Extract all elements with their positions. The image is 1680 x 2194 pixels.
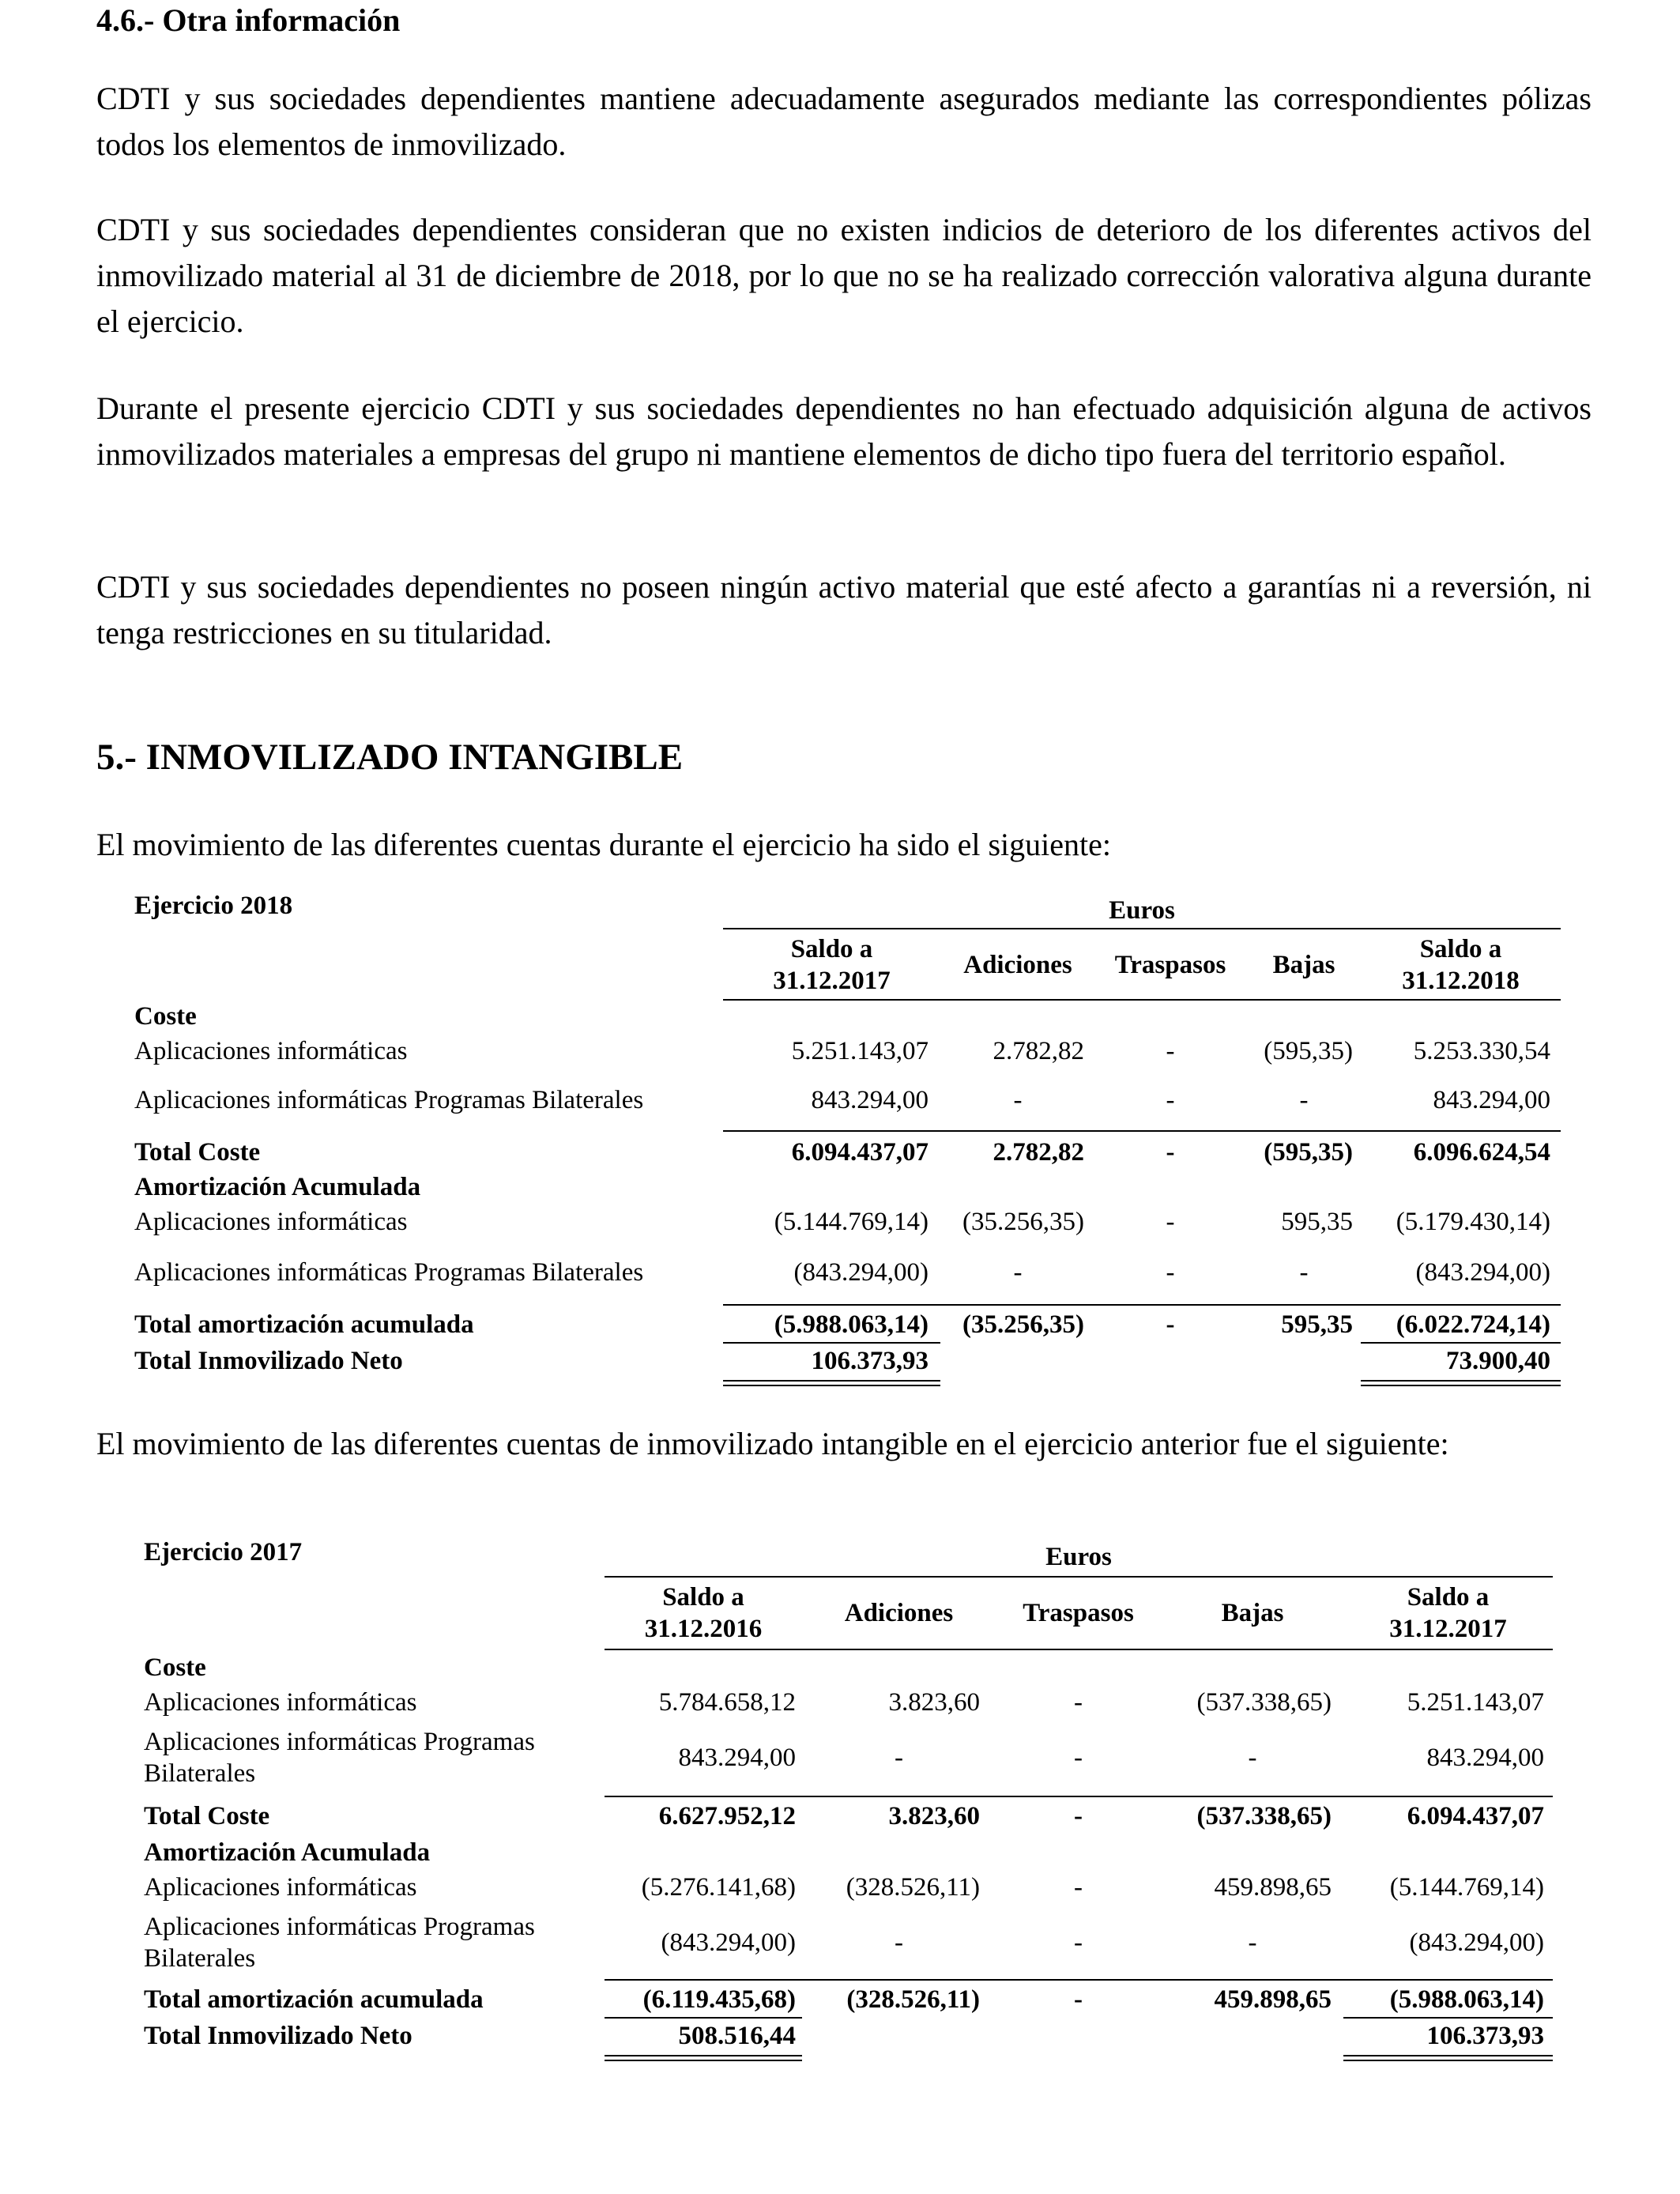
column-header-opening-balance: Saldo a 31.12.2016 — [644, 1583, 763, 1643]
table-cell: - — [895, 1928, 903, 1957]
table-cell: - — [1166, 1086, 1175, 1114]
group-label-amortizacion: Amortización Acumulada — [144, 1838, 431, 1867]
table-cell: (5.144.769,14) — [1389, 1873, 1544, 1902]
table-cell: 2.782,82 — [993, 1138, 1084, 1167]
table-cell: (843.294,00) — [661, 1928, 796, 1957]
group-label-coste: Coste — [134, 1002, 197, 1031]
row-label: Total Inmovilizado Neto — [144, 2022, 412, 2050]
row-label: Aplicaciones informáticas — [144, 1873, 417, 1902]
table-cell: 5.784.658,12 — [658, 1688, 796, 1717]
table-cell: 508.516,44 — [678, 2022, 796, 2050]
column-header-opening-balance: Saldo a 31.12.2017 — [773, 935, 891, 995]
table-cell: 3.823,60 — [888, 1688, 980, 1717]
section-heading-4-6: 4.6.- Otra información — [96, 2, 401, 38]
table-cell: - — [1074, 1928, 1083, 1957]
column-header-closing-balance: Saldo a 31.12.2017 — [1389, 1583, 1507, 1643]
subtotal-rule — [605, 1979, 1553, 1981]
table-cell: 6.627.952,12 — [658, 1802, 796, 1830]
row-label: Aplicaciones informáticas — [134, 1037, 408, 1065]
table-cell: (35.256,35) — [962, 1310, 1084, 1339]
table-cell: 843.294,00 — [678, 1744, 796, 1772]
table-cell: (843.294,00) — [793, 1258, 929, 1287]
table-cell: 2.782,82 — [993, 1037, 1084, 1065]
column-header-additions: Adiciones — [844, 1599, 954, 1627]
table-cell: (5.988.063,14) — [774, 1310, 929, 1339]
section-heading-5: 5.- INMOVILIZADO INTANGIBLE — [96, 737, 684, 778]
table-cell: - — [1013, 1086, 1023, 1114]
table-cell: 106.373,93 — [1426, 2022, 1544, 2050]
table-cell: - — [1248, 1744, 1257, 1772]
table-cell: (843.294,00) — [1409, 1928, 1544, 1957]
table-cell: (537.338,65) — [1196, 1688, 1332, 1717]
header-bottom-rule — [605, 1649, 1553, 1650]
paragraph-insurance: CDTI y sus sociedades dependientes mantiene adecuadamente asegurados mediante las correspondientes pólizas todos los elementos de inmovilizado. — [96, 81, 1591, 162]
table-cell: (328.526,11) — [846, 1873, 980, 1902]
table-cell: 6.096.624,54 — [1413, 1138, 1550, 1167]
column-header-closing-balance: Saldo a 31.12.2018 — [1402, 935, 1520, 995]
row-label: Total Coste — [134, 1138, 261, 1167]
group-label-amortizacion: Amortización Acumulada — [134, 1173, 421, 1201]
intro-2018: El movimiento de las diferentes cuentas durante el ejercicio ha sido el siguiente: — [96, 827, 1112, 862]
table-cell: - — [1166, 1258, 1175, 1287]
row-label: Aplicaciones informáticas Programas Bilaterales — [134, 1086, 644, 1114]
paragraph-impairment: CDTI y sus sociedades dependientes consideran que no existen indicios de deterioro de los diferentes activos del inmovilizado material al 31 de diciembre de 2018, por lo que no se ha realizado corrección valorativa alguna durante el ejercicio. — [96, 212, 1591, 339]
row-label: Total amortización acumulada — [144, 1985, 484, 2014]
subtotal-rule — [605, 1796, 1553, 1797]
table-cell: (328.526,11) — [846, 1985, 980, 2014]
column-header-transfers: Traspasos — [1114, 951, 1226, 979]
row-label: Aplicaciones informáticas Programas Bilaterales — [134, 1258, 644, 1287]
intro-2017: El movimiento de las diferentes cuentas de inmovilizado intangible en el ejercicio anterior fue el siguiente: — [96, 1426, 1449, 1461]
table-cell: - — [1299, 1258, 1309, 1287]
table-cell: (5.144.769,14) — [774, 1208, 929, 1236]
currency-label: Euros — [1045, 1543, 1112, 1571]
column-header-disposals: Bajas — [1221, 1599, 1284, 1627]
table-cell: 595,35 — [1281, 1310, 1353, 1339]
paragraph-guarantees: CDTI y sus sociedades dependientes no poseen ningún activo material que esté afecto a garantías ni a reversión, ni tenga restricciones en su titularidad. — [96, 569, 1591, 650]
paragraph-acquisitions: Durante el presente ejercicio CDTI y sus sociedades dependientes no han efectuado adquisición alguna de activos inmovilizados materiales a empresas del grupo ni mantiene elementos de dicho tipo fuera del territorio español. — [96, 390, 1591, 472]
table-cell: 843.294,00 — [1426, 1744, 1544, 1772]
table-cell: - — [1013, 1258, 1023, 1287]
table-cell: - — [1166, 1138, 1175, 1167]
group-label-coste: Coste — [144, 1653, 206, 1682]
double-underline — [1343, 2055, 1553, 2061]
table-year-label: Ejercicio 2017 — [144, 1538, 303, 1566]
table-cell: (595,35) — [1264, 1037, 1353, 1065]
row-label: Aplicaciones informáticas — [134, 1208, 408, 1236]
table-cell: (595,35) — [1264, 1138, 1353, 1167]
table-cell: - — [1074, 1873, 1083, 1902]
table-cell: 843.294,00 — [811, 1086, 929, 1114]
row-label: Total Coste — [144, 1802, 270, 1830]
table-cell: - — [1166, 1208, 1175, 1236]
row-label: Aplicaciones informáticas Programas Bilaterales — [144, 1913, 535, 1973]
column-header-disposals: Bajas — [1272, 951, 1335, 979]
table-cell: 5.253.330,54 — [1413, 1037, 1550, 1065]
total-rule — [1343, 2017, 1553, 2019]
column-header-transfers: Traspasos — [1023, 1599, 1134, 1627]
table-cell: (5.276.141,68) — [641, 1873, 796, 1902]
table-cell: 459.898,65 — [1214, 1985, 1332, 2014]
table-cell: - — [1166, 1310, 1175, 1339]
table-cell: (537.338,65) — [1196, 1802, 1332, 1830]
table-cell: 106.373,93 — [811, 1347, 929, 1375]
table-cell: 595,35 — [1281, 1208, 1353, 1236]
table-cell: 5.251.143,07 — [1407, 1688, 1544, 1717]
double-underline — [605, 2055, 802, 2061]
currency-label: Euros — [1109, 896, 1175, 925]
table-cell: 73.900,40 — [1446, 1347, 1550, 1375]
table-cell: (843.294,00) — [1415, 1258, 1550, 1287]
table-cell: - — [895, 1744, 903, 1772]
table-cell: (35.256,35) — [962, 1208, 1084, 1236]
table-cell: 843.294,00 — [1433, 1086, 1550, 1114]
table-year-label: Ejercicio 2018 — [134, 892, 293, 920]
table-cell: - — [1299, 1086, 1309, 1114]
table-cell: - — [1074, 1985, 1083, 2014]
table-cell: 6.094.437,07 — [1407, 1802, 1544, 1830]
table-cell: (5.179.430,14) — [1396, 1208, 1550, 1236]
column-header-additions: Adiciones — [963, 951, 1072, 979]
table-cell: - — [1074, 1744, 1083, 1772]
table-cell: - — [1074, 1688, 1083, 1717]
header-rule — [605, 1576, 1553, 1578]
table-cell: 6.094.437,07 — [791, 1138, 929, 1167]
table-cell: (6.119.435,68) — [642, 1985, 796, 2014]
table-cell: 3.823,60 — [888, 1802, 980, 1830]
row-label: Total amortización acumulada — [134, 1310, 474, 1339]
row-label: Total Inmovilizado Neto — [134, 1347, 403, 1375]
table-cell: - — [1248, 1928, 1257, 1957]
table-cell: 459.898,65 — [1214, 1873, 1332, 1902]
table-cell: (5.988.063,14) — [1389, 1985, 1544, 2014]
row-label: Aplicaciones informáticas — [144, 1688, 417, 1717]
table-cell: 5.251.143,07 — [791, 1037, 929, 1065]
table-cell: - — [1166, 1037, 1175, 1065]
total-rule — [605, 2017, 802, 2019]
row-label: Aplicaciones informáticas Programas Bilaterales — [144, 1728, 535, 1788]
table-cell: - — [1074, 1802, 1083, 1830]
table-cell: (6.022.724,14) — [1396, 1310, 1550, 1339]
